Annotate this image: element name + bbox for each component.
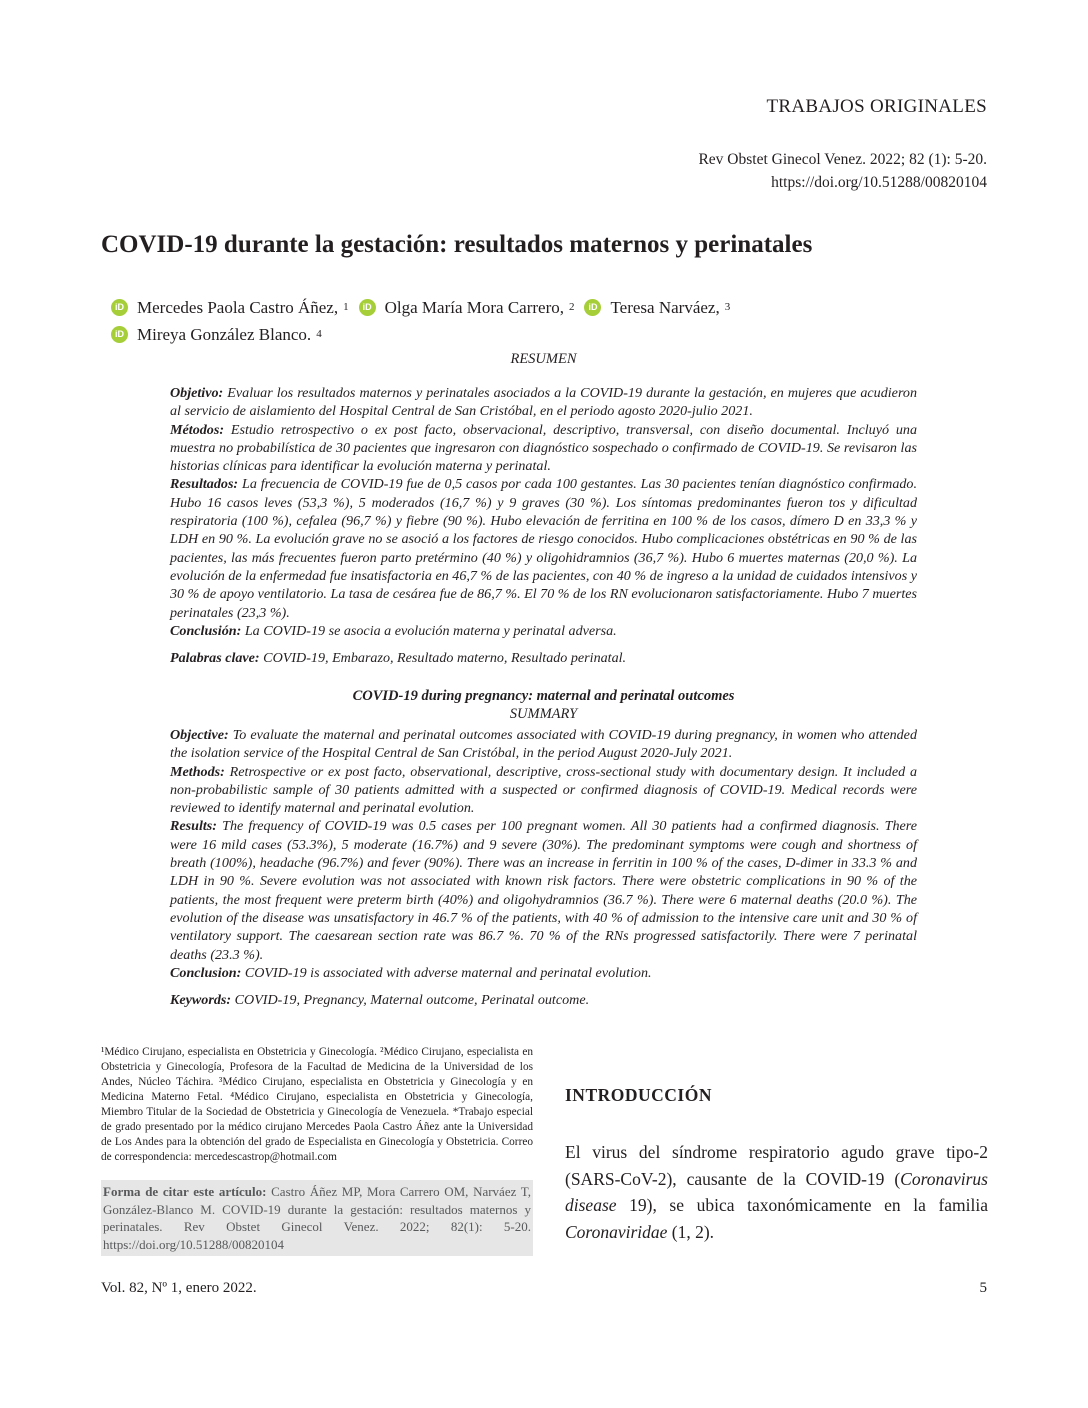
intro-italic: Coronaviridae (565, 1221, 668, 1242)
orcid-icon[interactable]: iD (111, 326, 128, 343)
text: La COVID-19 se asocia a evolución materna y perinatal adversa. (244, 622, 617, 639)
section-heading: INTRODUCCIÓN (565, 1085, 712, 1105)
label: Conclusion: (170, 964, 242, 981)
journal-citation (698, 148, 987, 194)
article-title: COVID-19 durante la gestación: resultados maternos y perinatales (101, 231, 813, 258)
label: Methods: (170, 763, 225, 780)
affiliation-number: 3 (724, 301, 731, 313)
author-row (111, 321, 740, 348)
author-name: Mireya González Blanco. (137, 325, 312, 344)
english-title: COVID-19 during pregnancy: maternal and perinatal outcomes (352, 688, 735, 704)
intro-paragraph (565, 1139, 988, 1245)
palabras-clave (170, 649, 917, 667)
author-name: Teresa Narváez, (610, 298, 720, 317)
orcid-icon[interactable]: iD (584, 299, 601, 316)
text: La frecuencia de COVID-19 fue de 0,5 casos por cada 100 gestantes. Las 30 pacientes tenían diagnóstico confirmado. Hubo 16 casos leves (53,3 %), 5 moderados (16,7 %) y 9 graves (30 %). Los síntomas predominantes fueron tos y dificultad respiratoria (100 %), cefalea (96,7 %) y fiebre (90 %). Hubo elevación de ferritina en 100 % de los casos, dímero D en 33,3 % y LDH en 90 %. La evolución grave no se asoció a los factores de riesgo conocidos. Hubo complicaciones obstétricas en 90 % de las pacientes, las más frecuentes fueron parto pretérmino (40 %) y oligohidramnios (36,7 %). Hubo 6 muertes maternas (20,0 %). La evolución de la enfermedad fue insatisfactoria en 46,7 % de las pacientes, con 40 % de ingreso a la unidad de cuidados intensivos y 30 % de apoyo ventilatorio. La tasa de cesárea fue de 86,7 %. El 70 % de los RN evolucionaron satisfactoriamente. Hubo 7 muertes perinatales (23,3 %). (170, 476, 917, 621)
citation-line: Rev Obstet Ginecol Venez. 2022; 82 (1): 5-20. (698, 151, 987, 168)
label: Results: (170, 818, 217, 835)
label: Palabras clave: (170, 650, 260, 667)
label: Objetivo: (170, 385, 224, 401)
summary-results (170, 817, 917, 963)
resumen-metodos (170, 421, 917, 476)
page-number: 5 (979, 1280, 987, 1296)
summary-methods (170, 763, 917, 818)
section-label: TRABAJOS ORIGINALES (766, 96, 987, 117)
orcid-icon[interactable]: iD (111, 299, 128, 316)
label: Keywords: (170, 992, 232, 1009)
cite-label: Forma de citar este artículo: (103, 1184, 267, 1199)
intro-text: 19), se ubica taxonómicamente en la familia (616, 1195, 988, 1215)
intro-text: El virus del síndrome respiratorio agudo grave tipo-2 (SARS-CoV-2), causante de la COVID-19 ( (565, 1142, 988, 1189)
doi-link[interactable]: https://doi.org/10.51288/00820104 (771, 174, 987, 191)
text: Estudio retrospectivo o ex post facto, observacional, descriptivo, transversal, con diseño documental. Incluyó una muestra no probabilística de 30 pacientes que ingresaron con diagnóstico sospechado o confirmado de COVID-19. Se revisaron las historias clínicas para identificar la evolución materna y perinatal. (170, 421, 917, 475)
summary-body (170, 726, 917, 1009)
author-list (111, 294, 740, 348)
text: To evaluate the maternal and perinatal outcomes associated with COVID-19 during pregnancy, in women who attended the isolation service of the Hospital Central de San Cristóbal, in the period August 2020-July 2021. (170, 727, 917, 762)
intro-text: (1, 2). (667, 1221, 715, 1242)
resumen-resultados (170, 475, 917, 621)
summary-conclusion (170, 964, 917, 982)
keywords (170, 991, 917, 1009)
resumen-conclusion (170, 622, 917, 640)
summary-heading: SUMMARY (509, 706, 578, 722)
affiliation-number: 4 (316, 328, 322, 340)
how-to-cite-box (101, 1180, 533, 1256)
resumen-body (170, 384, 917, 667)
text: COVID-19 is associated with adverse maternal and perinatal evolution. (244, 964, 652, 981)
resumen-objetivo (170, 384, 917, 421)
author-name: Mercedes Paola Castro Áñez, (137, 298, 339, 317)
text: COVID-19, Embarazo, Resultado materno, Resultado perinatal. (263, 650, 627, 667)
orcid-icon[interactable]: iD (359, 299, 376, 316)
label: Objective: (170, 727, 229, 743)
summary-objective (170, 726, 917, 763)
label: Resultados: (170, 476, 239, 493)
text: Retrospective or ex post facto, observational, descriptive, cross-sectional study with documentary design. It included a non-probabilistic sample of 30 patients admitted with a suspected or confirmed diagnosis of COVID-19. Medical records were reviewed to identify maternal and perinatal evolution. (170, 763, 917, 817)
label: Métodos: (170, 421, 225, 438)
author-name: Olga María Mora Carrero, (384, 298, 564, 317)
label: Conclusión: (170, 622, 242, 639)
cite-text: Castro Áñez MP, Mora Carrero OM, Narváez T, González-Blanco M. COVID-19 durante la gestación: resultados maternos y perinatales. Rev Obstet Ginecol Venez. 2022; 82(1): 5-20. https://doi.org/10.51288/00820104 (103, 1184, 532, 1252)
footer-volume: Vol. 82, Nº 1, enero 2022. (101, 1280, 257, 1296)
text: COVID-19, Pregnancy, Maternal outcome, Perinatal outcome. (234, 992, 590, 1009)
affiliation-number: 1 (343, 301, 349, 313)
author-row (111, 294, 740, 321)
text: The frequency of COVID-19 was 0.5 cases per 100 pregnant women. All 30 patients had a confirmed diagnosis. There were 16 mild cases (53.3%), 5 moderate (16.7%) and 9 severe (30%). The predominant symptoms were cough and shortness of breath (100%), headache (96.7%) and fever (90%). There was an increase in ferritin in 100 % of the cases, D-dimer in 33.3 % and LDH in 90 %. Severe evolution was not associated with known risk factors. There were obstetric complications in 90 % of the patients, the most frequent were preterm birth (40%) and oligohydramnios (36.7 %). There were 6 maternal deaths (20.0 %). The evolution of the disease was unsatisfactory in 46.7 % of the patients, with 40 % of admission to the intensive care unit and 30 % of ventilatory support. The caesarean section rate was 86.7 %. 70 % of the RNs progressed satisfactorily. There were 7 perinatal deaths (23.3 %). (170, 818, 917, 963)
intro-italic: Coronavirus disease (565, 1168, 988, 1215)
affiliation-footnote: ¹Médico Cirujano, especialista en Obstetricia y Ginecología. ²Médico Cirujano, especialista en Obstetricia y Ginecología, Profesora de la Facultad de Medicina de la Universidad de los Andes, Núcleo Táchira. ³Médico Cirujano, especialista en Obstetricia y Ginecología y en Medicina Materno Fetal. ⁴Médico Cirujano, especialista en Obstetricia y Ginecología, Miembro Titular de la Sociedad de Obstetricia y Ginecología de Venezuela. *Trabajo especial de grado presentado por la médico cirujano Mercedes Paola Castro Áñez ante la Universidad de Los Andes para la obtención del grado de Especialista en Ginecología y Obstetricia. Correo de correspondencia: mercedescastrop@hotmail.com (101, 1046, 533, 1163)
text: Evaluar los resultados maternos y perinatales asociados a la COVID-19 durante la gestación, en mujeres que acudieron al servicio de aislamiento del Hospital Central de San Cristóbal, en el periodo agosto 2020-julio 2021. (170, 385, 917, 420)
resumen-heading: RESUMEN (510, 351, 577, 367)
affiliation-number: 2 (568, 301, 575, 313)
